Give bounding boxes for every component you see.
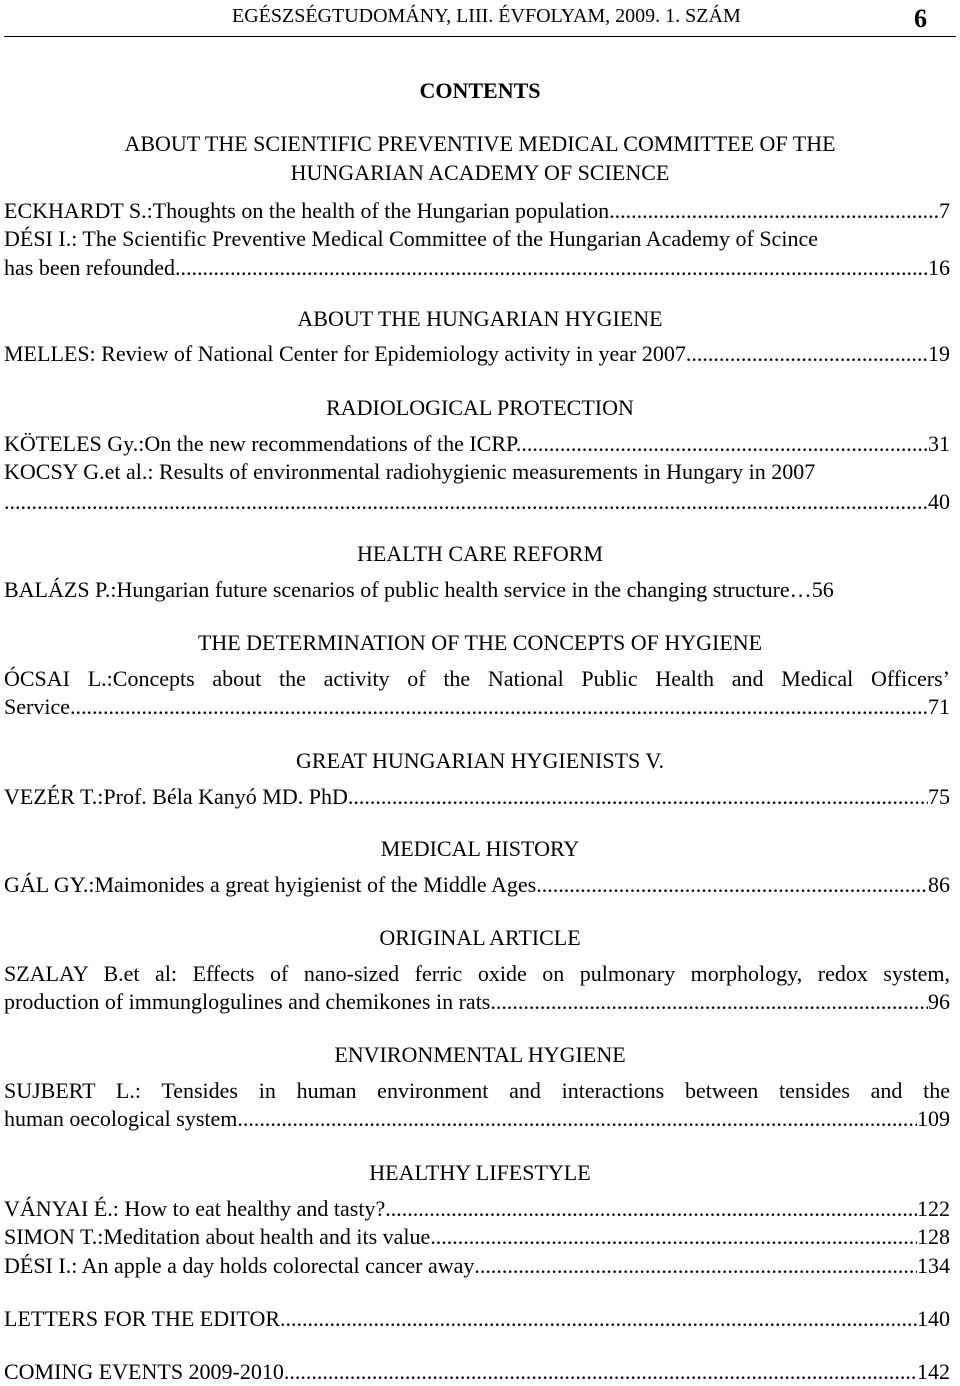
entry-title: DÉSI I.: An apple a day holds colorectal cancer away [4,1253,475,1278]
entry-title-line[interactable]: SZALAY B.et al: Effects of nano-sized ferric oxide on pulmonary morphology, redox system, [4,961,950,986]
entry-page: 40 [928,489,950,514]
toc-entry[interactable] [4,1105,950,1133]
entry-page: 134 [917,1253,950,1278]
section-heading: ABOUT THE HUNGARIAN HYGIENE [297,306,663,331]
header-rule [4,36,956,37]
toc-entry[interactable] [4,488,950,516]
dot-leader [385,1195,917,1223]
entry-title: KÖTELES Gy.:On the new recommendations of the ICRP. [4,431,522,456]
entry-title: SIMON T.:Meditation about health and its value. [4,1224,436,1249]
entry-title: LETTERS FOR THE EDITOR [4,1306,281,1331]
toc-entry[interactable] [4,1358,950,1386]
entry-page: 75 [928,784,950,809]
dot-leader [181,254,928,282]
entry-title: VÁNYAI É.: How to eat healthy and tasty? [4,1196,386,1221]
toc-entry[interactable] [4,1252,950,1280]
section-heading: HEALTH CARE REFORM [356,541,604,566]
entry-page: 96 [928,989,950,1014]
dot-leader [243,1105,917,1133]
entry-title-line[interactable]: SUJBERT L.: Tensides in human environment and interactions between tensides and the [4,1078,950,1103]
entry-page: 109 [917,1106,950,1131]
dot-leader [542,871,928,899]
entry-page: 19 [928,341,950,366]
toc-entry[interactable] [4,254,950,282]
entry-title: COMING EVENTS 2009-2010. [4,1359,290,1384]
entry-title: human oecological system. [4,1106,243,1131]
section-heading: ENVIRONMENTAL HYGIENE [334,1042,626,1067]
journal-header: EGÉSZSÉGTUDOMÁNY, LIII. ÉVFOLYAM, 2009. 1. SZÁM [232,5,741,27]
toc-entry[interactable] [4,988,950,1016]
entry-page: 142 [917,1359,950,1384]
dot-leader [4,488,928,516]
toc-entry[interactable] [4,693,950,721]
page-number: 6 [914,4,927,33]
section-heading: MEDICAL HISTORY [380,836,580,861]
entry-page: 7 [939,198,950,223]
contents-title: CONTENTS [419,78,541,103]
entry-title: has been refounded. [4,255,181,280]
entry-page: 122 [917,1196,950,1221]
toc-entry[interactable] [4,576,950,604]
toc-entry[interactable] [4,340,950,368]
toc-entry[interactable] [4,1223,950,1251]
entry-title: GÁL GY.:Maimonides a great hyigienist of the Middle Ages. [4,872,542,897]
toc-entry[interactable] [4,1195,950,1223]
section-heading: GREAT HUNGARIAN HYGIENISTS V. [296,748,664,773]
dot-leader [353,783,928,811]
dot-leader [280,1305,917,1333]
entry-title-line[interactable]: ÓCSAI L.:Concepts about the activity of the National Public Health and Medical Officers’ [4,666,950,691]
entry-title: BALÁZS P.:Hungarian future scenarios of public health service in the changing structure… [4,577,812,602]
dot-leader [75,693,928,721]
toc-entry[interactable] [4,783,950,811]
section-heading: RADIOLOGICAL PROTECTION [326,395,634,420]
entry-page: 56 [811,577,834,602]
dot-leader [691,340,928,368]
toc-entry[interactable] [4,871,950,899]
section-heading: THE DETERMINATION OF THE CONCEPTS OF HYGIENE [197,630,763,655]
dot-leader [436,1223,917,1251]
entry-page: 140 [917,1306,950,1331]
section-heading: HUNGARIAN ACADEMY OF SCIENCE [290,160,670,185]
entry-title: ECKHARDT S.:Thoughts on the health of the Hungarian population. [4,198,615,223]
entry-page: 86 [928,872,950,897]
entry-title: Service. [4,694,76,719]
section-heading: ABOUT THE SCIENTIFIC PREVENTIVE MEDICAL COMMITTEE OF THE [124,131,836,156]
dot-leader [496,988,928,1016]
entry-title-line[interactable]: KOCSY G.et al.: Results of environmental radiohygienic measurements in Hungary in 2007 [4,459,816,484]
entry-page: 31 [928,431,950,456]
section-heading: ORIGINAL ARTICLE [379,925,581,950]
entry-page: 128 [917,1224,950,1249]
entry-title: production of immunglogulines and chemikones in rats. [4,989,496,1014]
entry-title-line[interactable]: DÉSI I.: The Scientific Preventive Medical Committee of the Hungarian Academy of Scince [4,226,818,251]
entry-page: 16 [928,255,950,280]
section-heading: HEALTHY LIFESTYLE [369,1160,591,1185]
entry-title: MELLES: Review of National Center for Epidemiology activity in year 2007. [4,341,692,366]
dot-leader [615,197,939,225]
toc-entry[interactable] [4,1305,950,1333]
toc-entry[interactable] [4,430,950,458]
dot-leader [521,430,928,458]
entry-title: VEZÉR T.:Prof. Béla Kanyó MD. PhD. [4,784,354,809]
entry-page: 71 [928,694,950,719]
dot-leader [289,1358,917,1386]
toc-entry[interactable] [4,197,950,225]
dot-leader [474,1252,917,1280]
running-header [0,0,960,40]
